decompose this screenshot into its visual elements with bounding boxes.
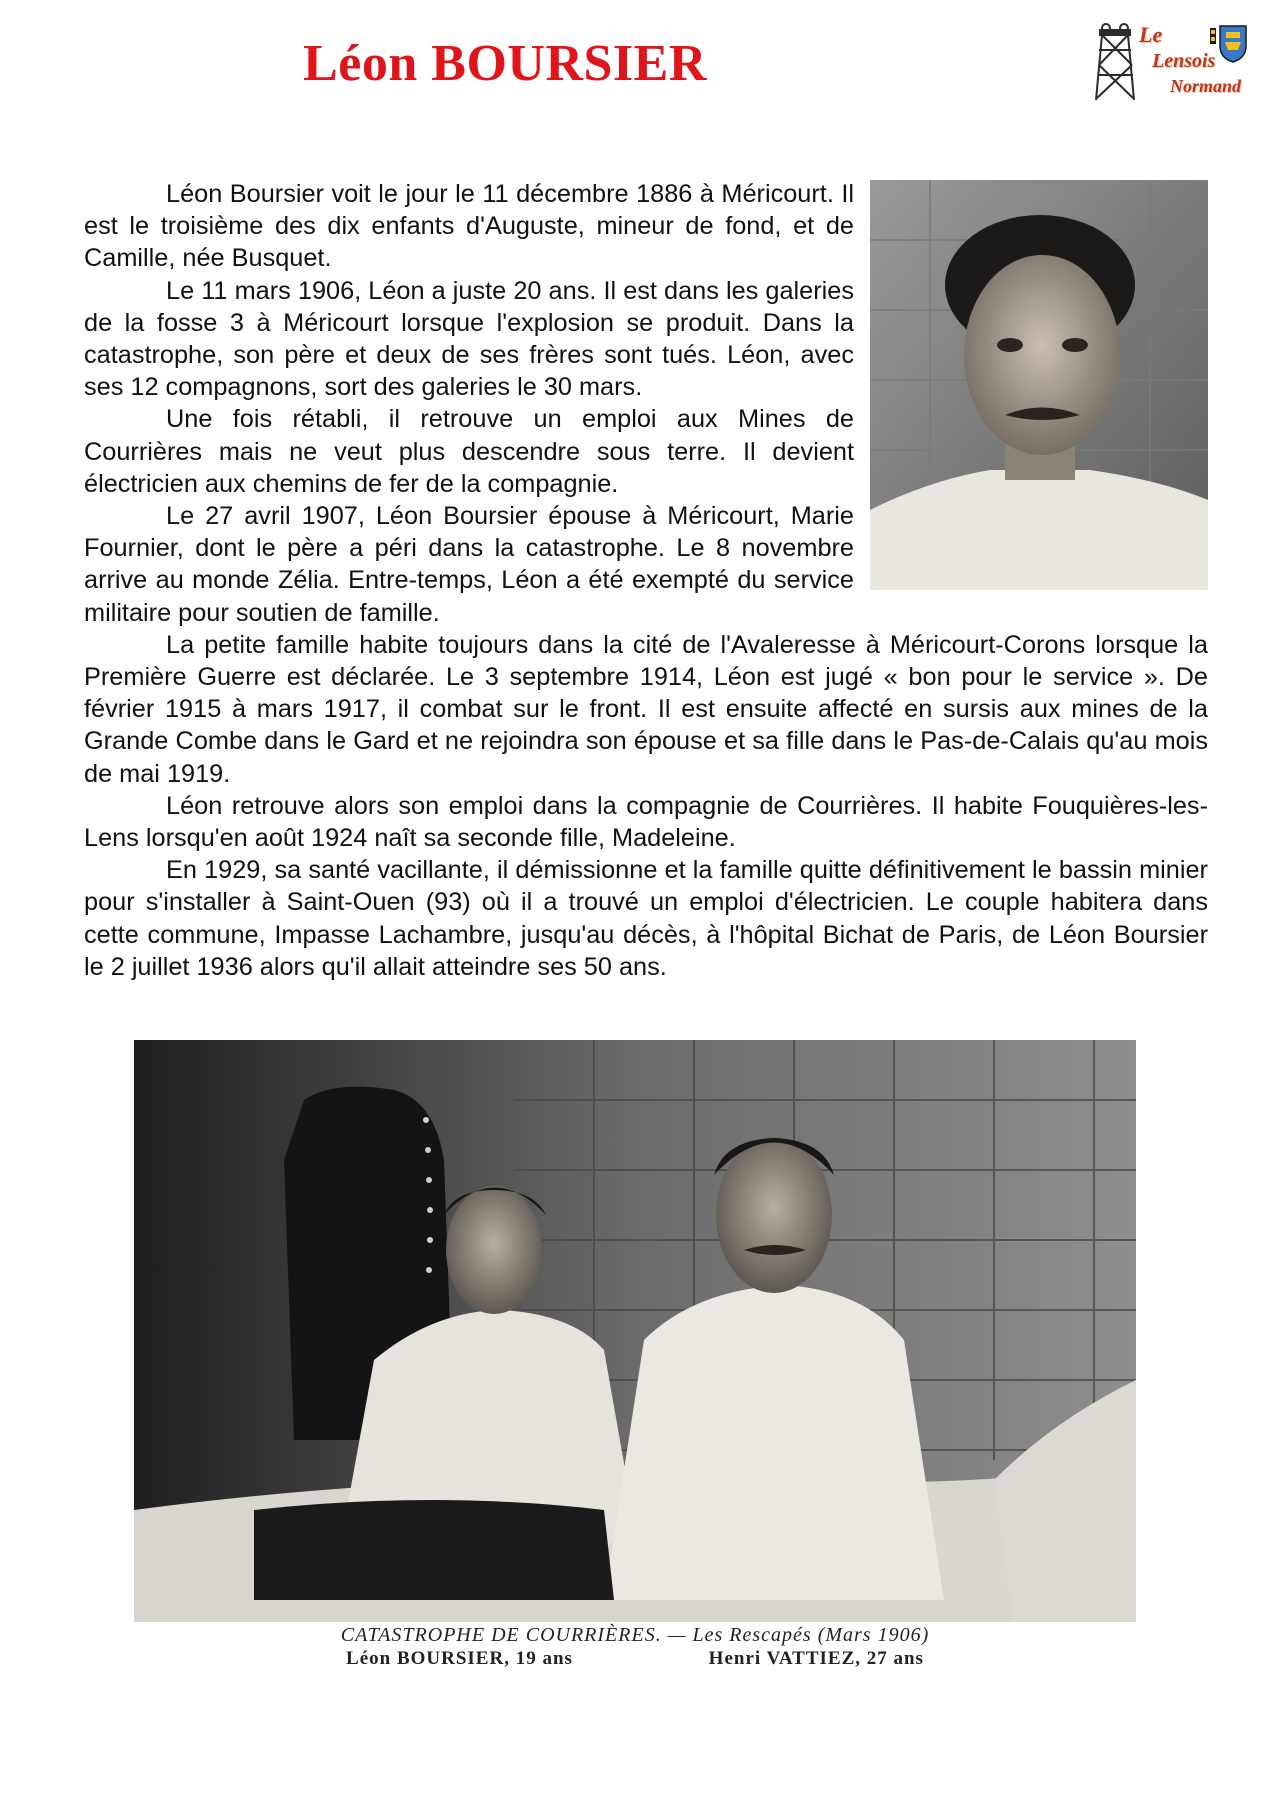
paragraph-2: Le 11 mars 1906, Léon a juste 20 ans. Il est dans les galeries de la fosse 3 à Méricourt lorsque l'explosion se produit. Dans la catastrophe, son père et deux de ses frères sont tués. Léon, avec ses 12 compagnons, sort des galeries le 30 mars. xyxy=(84,276,854,402)
photo-caption-title: CATASTROPHE DE COURRIÈRES. — Les Rescapés (Mars 1906) xyxy=(340,1624,930,1646)
logo-word-normand: Normand xyxy=(1170,76,1242,96)
portrait-photo xyxy=(870,180,1208,590)
caption-name-boursier: Léon BOURSIER, 19 ans xyxy=(346,1648,573,1669)
biography-text xyxy=(84,178,1208,983)
survivors-group-photo xyxy=(134,1040,1136,1622)
caption-name-vattiez: Henri VATTIEZ, 27 ans xyxy=(708,1648,924,1669)
paragraph-4: Le 27 avril 1907, Léon Boursier épouse à Méricourt, Marie Fournier, dont le père a péri dans la catastrophe. Le 8 novembre arrive au monde Zélia. Entre-temps, Léon a été exempté du service militaire pour soutien de famille. xyxy=(84,502,854,627)
coat-of-arms-icon xyxy=(1210,26,1246,62)
paragraph-7: En 1929, sa santé vacillante, il démissionne et la famille quitte définitivement le bassin minier pour s'installer à Saint-Ouen (93) où il a trouvé un emploi d'électricien. Le couple habitera dans cette commune, Impasse Lachambre, jusqu'au décès, à l'hôpital Bichat de Paris, de Léon Boursier le 2 juillet 1936 alors qu'il allait atteindre ses 50 ans. xyxy=(84,856,1208,981)
photographer-stamp: ND. Phot. xyxy=(1078,1606,1127,1620)
paragraph-3: Une fois rétabli, il retrouve un emploi aux Mines de Courrières mais ne veut plus descendre sous terre. Il devient électricien aux chemins de fer de la compagnie. xyxy=(84,405,854,498)
logo-word-lensois: Lensois xyxy=(1152,50,1216,72)
paragraph-5: La petite famille habite toujours dans la cité de l'Avaleresse à Méricourt-Corons lorsque la Première Guerre est déclarée. Le 3 septembre 1914, Léon est jugé « bon pour le service ». De février 1915 à mars 1917, il combat sur le front. Il est ensuite affecté en sursis aux mines de la Grande Combe dans le Gard et ne rejoindra son épouse et sa fille dans le Pas-de-Calais qu'au mois de mai 1919. xyxy=(84,630,1208,788)
page-title: Léon BOURSIER xyxy=(303,35,707,92)
photo-caption-names xyxy=(134,1648,1136,1670)
paragraph-6: Léon retrouve alors son emploi dans la compagnie de Courrières. Il habite Fouquières-les-Lens lorsqu'en août 1924 naît sa seconde fille, Madeleine. xyxy=(84,791,1208,853)
lensois-normand-logo xyxy=(1092,20,1254,102)
paragraph-1: Léon Boursier voit le jour le 11 décembre 1886 à Méricourt. Il est le troisième des dix enfants d'Auguste, mineur de fond, et de Camille, née Busquet. xyxy=(84,180,854,273)
logo-word-le: Le xyxy=(1139,22,1163,47)
